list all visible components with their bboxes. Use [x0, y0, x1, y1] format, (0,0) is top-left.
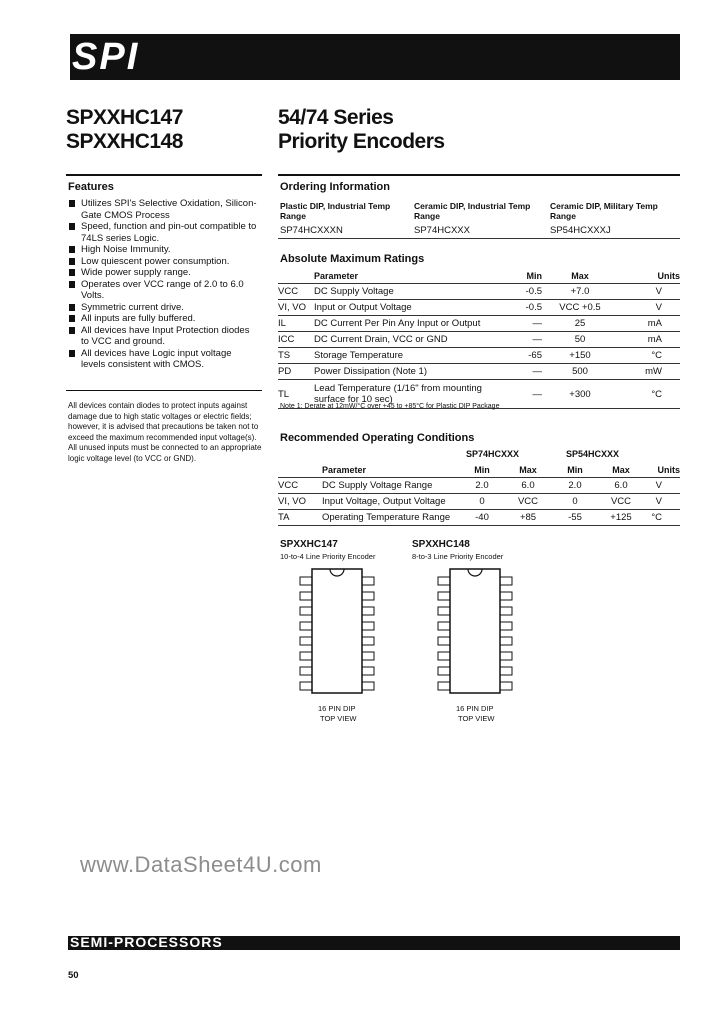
ordering-heading: Ordering Information [280, 181, 390, 193]
diagram-148-pkg: 16 PIN DIP [456, 704, 494, 713]
feature-item: Wide power supply range. [68, 267, 258, 279]
ordering-underline [278, 238, 680, 239]
feature-item: Symmetric current drive. [68, 302, 258, 314]
diagram-148-view: TOP VIEW [458, 714, 495, 723]
recop-h-units: Units [657, 464, 680, 475]
table-row: IL DC Current Per Pin Any Input or Output — 25 mA [278, 316, 680, 332]
header-bar [70, 34, 680, 80]
pin-box [362, 592, 374, 600]
watermark-text[interactable]: www.DataSheet4U.com [80, 852, 322, 877]
pin-box [362, 682, 374, 690]
ordering-val-plastic: SP74HCXXXN [280, 225, 343, 236]
feature-item: Speed, function and pin-out compatible to 74LS series Logic. [68, 221, 258, 244]
features-list [68, 198, 258, 371]
ordering-val-ceramic-ind: SP74HCXXX [414, 225, 470, 236]
pin-box [300, 577, 312, 585]
pin-box [500, 667, 512, 675]
pin-box [362, 652, 374, 660]
absmax-heading: Absolute Maximum Ratings [280, 253, 425, 265]
table-row: TL Lead Temperature (1/16" from mounting surface for 10 sec) — +300 °C [278, 380, 680, 409]
recop-table [278, 462, 680, 526]
feature-item: Operates over VCC range of 2.0 to 6.0 Volts. [68, 279, 258, 302]
pin-box [500, 652, 512, 660]
pin-box [362, 607, 374, 615]
absmax-table [278, 268, 680, 409]
table-row: VCC DC Supply Voltage Range 2.0 6.0 2.0 6.0 V [278, 478, 680, 494]
part-number-147: SPXXHC147 [66, 106, 183, 129]
features-divider [66, 390, 262, 391]
pin-box [438, 667, 450, 675]
absmax-h-units: Units [657, 270, 680, 281]
pin-box [438, 652, 450, 660]
recop-h-min2: Min [567, 464, 583, 475]
pin-box [300, 682, 312, 690]
ordering-val-ceramic-mil: SP54HCXXXJ [550, 225, 611, 236]
table-row: ICC DC Current Drain, VCC or GND — 50 mA [278, 332, 680, 348]
brand-logo: SPI [72, 36, 140, 78]
absmax-h-param: Parameter [314, 270, 359, 281]
pin-box [300, 652, 312, 660]
diagram-147-view: TOP VIEW [320, 714, 357, 723]
pin-box [500, 682, 512, 690]
absmax-h-min: Min [526, 270, 542, 281]
ordering-rule [278, 174, 680, 176]
absmax-note: Note 1: Derate at 12mW/°C over +45 to +85°C for Plastic DIP Package [280, 403, 500, 410]
pin-box [362, 577, 374, 585]
pin-box [438, 577, 450, 585]
pin-box [438, 592, 450, 600]
pin-box [438, 682, 450, 690]
series-subtitle: Priority Encoders [278, 130, 445, 153]
table-row: VI, VO Input Voltage, Output Voltage 0 VCC 0 VCC V [278, 494, 680, 510]
pin-box [300, 592, 312, 600]
page-number: 50 [68, 970, 79, 981]
pin-box [300, 622, 312, 630]
pin-box [362, 637, 374, 645]
feature-item: All inputs are fully buffered. [68, 313, 258, 325]
recop-heading: Recommended Operating Conditions [280, 432, 475, 444]
recop-h-max2: Max [612, 464, 630, 475]
feature-item: Utilizes SPI's Selective Oxidation, Silicon-Gate CMOS Process [68, 198, 258, 221]
pin-box [500, 622, 512, 630]
ordering-col-plastic: Plastic DIP, Industrial Temp Range [280, 201, 391, 221]
table-row: VCC DC Supply Voltage -0.5 +7.0 V [278, 284, 680, 300]
part-number-148: SPXXHC148 [66, 130, 183, 153]
diagram-147-title: SPXXHC147 [280, 539, 338, 550]
pin-box [300, 607, 312, 615]
recop-group-74: SP74HCXXX [466, 449, 520, 459]
pin-box [362, 667, 374, 675]
dip16-148-diagram [416, 565, 546, 705]
ordering-col-ceramic-mil: Ceramic DIP, Military Temp Range [550, 201, 658, 221]
absmax-h-max: Max [571, 270, 589, 281]
pin-box [500, 607, 512, 615]
recop-h-max1: Max [519, 464, 537, 475]
dip16-147-diagram [284, 565, 404, 705]
feature-item: Low quiescent power consumption. [68, 256, 258, 268]
recop-h-min1: Min [474, 464, 490, 475]
table-row: PD Power Dissipation (Note 1) — 500 mW [278, 364, 680, 380]
pin-box [438, 607, 450, 615]
pin-box [500, 577, 512, 585]
protection-note: All devices contain diodes to protect inputs against damage due to high static voltages or electric fields; however, it is advised that precautions be taken not to exceed the maximum recommended input voltage(s). All unused inputs must be connected to an appropriate logic voltage level (to VCC or GND). [68, 401, 262, 463]
pin-box [500, 592, 512, 600]
pin-box [300, 667, 312, 675]
feature-item: All devices have Logic input voltage levels consistent with CMOS. [68, 348, 258, 371]
pin-box [300, 637, 312, 645]
table-row: TS Storage Temperature -65 +150 °C [278, 348, 680, 364]
pin-box [500, 637, 512, 645]
pin-box [362, 622, 374, 630]
diagram-147-subtitle: 10-to-4 Line Priority Encoder [280, 552, 376, 561]
footer-company: SEMI-PROCESSORS [70, 934, 223, 950]
ordering-col-ceramic-ind: Ceramic DIP, Industrial Temp Range [414, 201, 531, 221]
diagram-147-pkg: 16 PIN DIP [318, 704, 356, 713]
recop-h-param: Parameter [322, 464, 367, 475]
recop-group-54: SP54HCXXX [566, 449, 620, 459]
pin-box [438, 637, 450, 645]
features-rule [66, 174, 262, 176]
diagram-148-title: SPXXHC148 [412, 539, 470, 550]
features-heading: Features [68, 181, 114, 193]
table-row: TA Operating Temperature Range -40 +85 -55 +125 °C [278, 510, 680, 526]
table-row: VI, VO Input or Output Voltage -0.5 VCC +0.5 V [278, 300, 680, 316]
series-title: 54/74 Series [278, 106, 394, 129]
pin-box [438, 622, 450, 630]
feature-item: All devices have Input Protection diodes to VCC and ground. [68, 325, 258, 348]
feature-item: High Noise Immunity. [68, 244, 258, 256]
diagram-148-subtitle: 8-to-3 Line Priority Encoder [412, 552, 504, 561]
